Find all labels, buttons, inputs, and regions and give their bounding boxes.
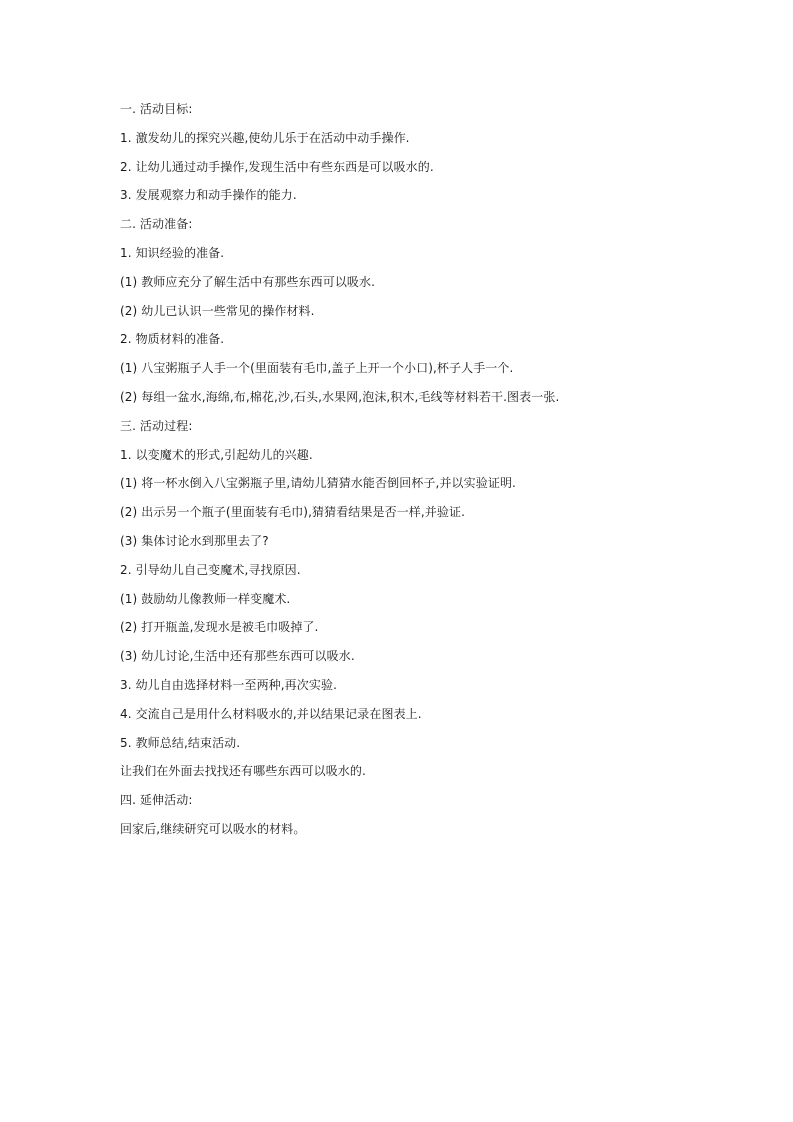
process-subitem: (1) 鼓励幼儿像教师一样变魔术.: [120, 591, 291, 606]
paragraph-text: 回家后,继续研究可以吸水的材料。: [120, 821, 306, 836]
process-subitem: (3) 集体讨论水到那里去了?: [120, 533, 269, 548]
goal-item: 2. 让幼儿通过动手操作,发现生活中有些东西是可以吸水的.: [120, 159, 434, 174]
process-subitem: (1) 将一杯水倒入八宝粥瓶子里,请幼儿猜猜水能否倒回杯子,并以实验证明.: [120, 476, 516, 491]
goal-item: 1. 激发幼儿的探究兴趣,使幼儿乐于在活动中动手操作.: [120, 130, 410, 145]
preparation-subitem: (2) 幼儿已认识一些常见的操作材料.: [120, 303, 315, 318]
preparation-subitem: (2) 每组一盆水,海绵,布,棉花,沙,石头,水果网,泡沫,积木,毛线等材料若干.图表一张.: [120, 389, 560, 404]
process-item: 1. 以变魔术的形式,引起幼儿的兴趣.: [120, 447, 313, 462]
process-item: 4. 交流自己是用什么材料吸水的,并以结果记录在图表上.: [120, 706, 422, 721]
goal-item: 3. 发展观察力和动手操作的能力.: [120, 188, 297, 203]
process-item: 5. 教师总结,结束活动.: [120, 735, 241, 750]
paragraph-text: 让我们在外面去找找还有哪些东西可以吸水的.: [120, 764, 366, 779]
section-heading-goals: 一. 活动目标:: [120, 102, 193, 116]
process-subitem: (2) 打开瓶盖,发现水是被毛巾吸掉了.: [120, 620, 319, 635]
section-heading-preparation: 二. 活动准备:: [120, 217, 193, 232]
process-subitem: (3) 幼儿讨论,生活中还有那些东西可以吸水.: [120, 649, 355, 664]
section-heading-process: 三. 活动过程:: [120, 418, 193, 433]
process-item: 3. 幼儿自由选择材料一至两种,再次实验.: [120, 677, 337, 692]
process-item: 2. 引导幼儿自己变魔术,寻找原因.: [120, 562, 301, 577]
preparation-item: 1. 知识经验的准备.: [120, 245, 225, 260]
section-heading-extension: 四. 延伸活动:: [120, 793, 193, 808]
preparation-subitem: (1) 八宝粥瓶子人手一个(里面装有毛巾,盖子上开一个小口),杯子人手一个.: [120, 361, 514, 376]
document-body: [120, 101, 680, 850]
preparation-subitem: (1) 教师应充分了解生活中有那些东西可以吸水.: [120, 274, 376, 289]
process-subitem: (2) 出示另一个瓶子(里面装有毛巾),猜猜看结果是否一样,并验证.: [120, 505, 466, 520]
preparation-item: 2. 物质材料的准备.: [120, 332, 225, 347]
